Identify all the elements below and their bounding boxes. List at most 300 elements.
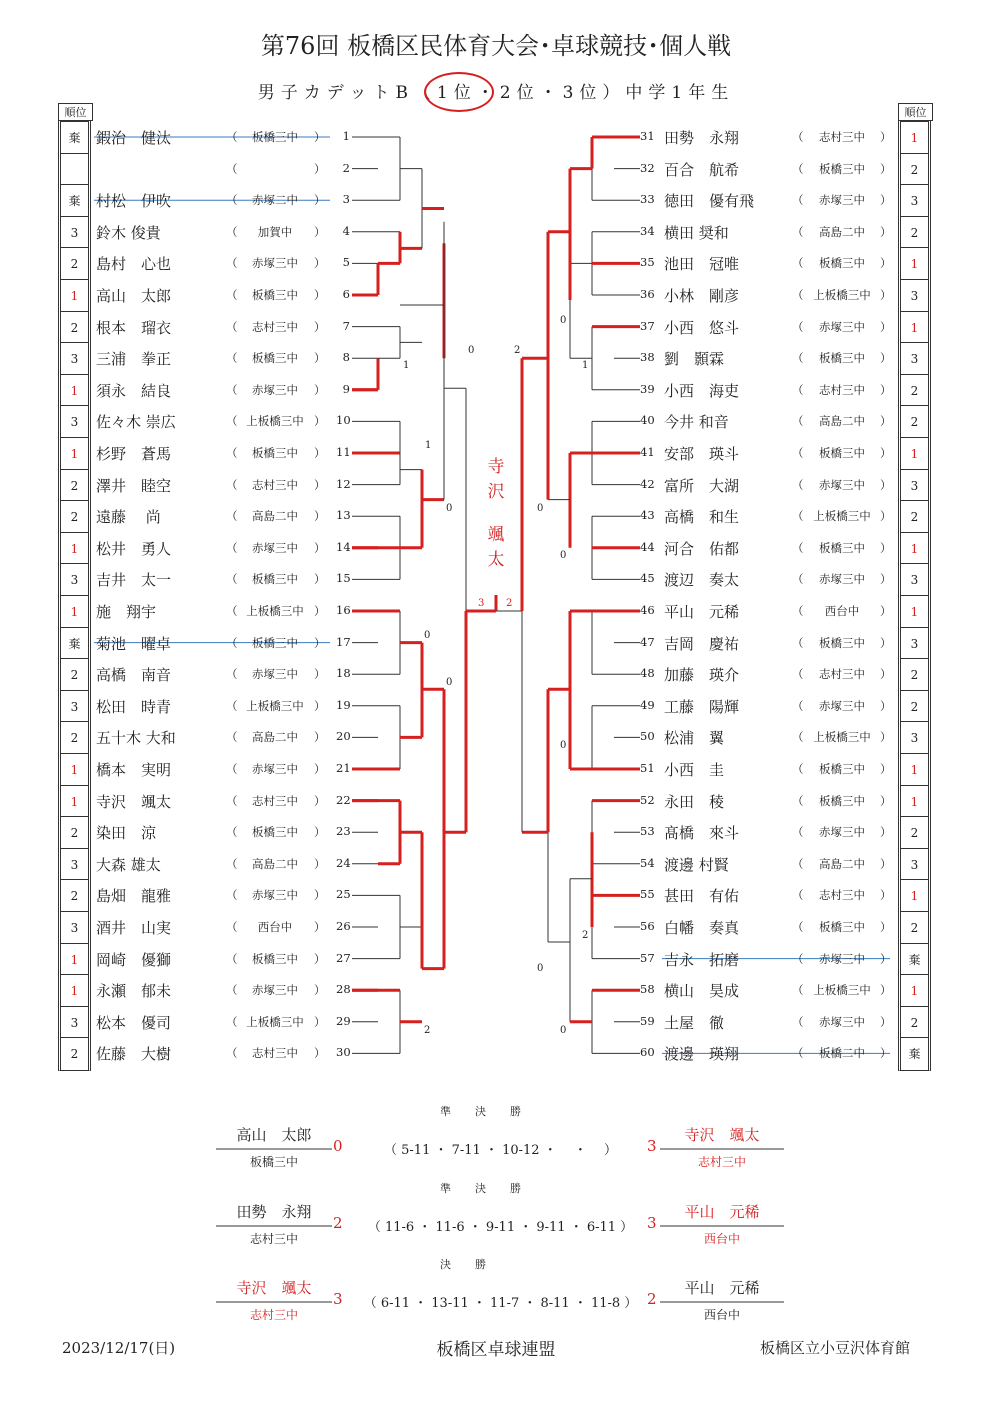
paren-close: ） — [880, 604, 892, 618]
paren-open: （ — [226, 224, 238, 239]
rank-cell: 2 — [61, 816, 88, 848]
player-school: 板橋三中 — [819, 446, 865, 460]
paren-close: ） — [880, 698, 892, 713]
seed-number: 11 — [336, 445, 351, 459]
rank-cell: 3 — [61, 563, 88, 595]
player-school: 板橋三中 — [819, 351, 865, 366]
paren-open: （ — [792, 540, 804, 555]
right-player-name: 寺沢 颯太 — [684, 1126, 760, 1144]
player-name: 小西 悠斗 — [664, 318, 740, 337]
player-school: 赤塚三中 — [252, 667, 298, 682]
player-school: 高島二中 — [252, 509, 298, 524]
paren-close: ） — [880, 572, 892, 587]
seed-number: 4 — [342, 223, 350, 238]
seed-number: 6 — [342, 287, 350, 301]
player-school: 赤塚三中 — [819, 572, 865, 587]
left-player-name: 田勢 永翔 — [236, 1203, 312, 1221]
player-school: 志村三中 — [252, 319, 298, 334]
paren-close: ） — [880, 161, 892, 176]
player-name: 澤井 睦空 — [96, 476, 172, 495]
score-label: 0 — [537, 503, 544, 514]
paren-open: （ — [226, 540, 238, 555]
score-label: 0 — [560, 1025, 567, 1036]
seed-number: 21 — [336, 761, 351, 775]
paren-open: （ — [226, 1046, 238, 1061]
player-name: 永瀬 郁未 — [96, 982, 172, 1001]
paren-close: ） — [314, 951, 326, 966]
seed-number: 42 — [640, 476, 655, 491]
paren-close: ） — [314, 382, 326, 397]
rank-cell: 3 — [61, 405, 88, 437]
player-school: 志村三中 — [252, 1046, 298, 1061]
rank-cell: 2 — [901, 216, 928, 248]
paren-close: ） — [880, 256, 892, 271]
rank-cell: 2 — [901, 816, 928, 848]
paren-open: （ — [792, 414, 804, 429]
player-name: 徳田 優有飛 — [664, 192, 755, 211]
player-name: 平山 元稀 — [664, 603, 740, 621]
player-school: 高島二中 — [819, 224, 865, 239]
player-school: 板橋三中 — [252, 635, 298, 650]
player-name: 松浦 翼 — [664, 729, 725, 748]
paren-open: （ — [792, 161, 804, 176]
player-school: 板橋三中 — [819, 540, 865, 555]
player-name: 酒井 山実 — [96, 919, 172, 937]
paren-open: （ — [792, 667, 804, 682]
paren-open: （ — [226, 604, 238, 618]
rank-cell: 1 — [61, 753, 88, 785]
paren-close: ） — [880, 446, 892, 460]
left-player-school: 板橋三中 — [249, 1155, 298, 1169]
rank-cell: 1 — [901, 311, 928, 343]
player-name: 寺沢 颯太 — [96, 792, 172, 811]
player-school: 上板橋三中 — [246, 414, 304, 429]
paren-close: ） — [314, 856, 326, 871]
rank-cell: 2 — [901, 405, 928, 437]
paren-close: ） — [314, 193, 326, 208]
champion-char — [480, 505, 512, 523]
seed-number: 34 — [640, 223, 655, 238]
score-label: 0 — [424, 630, 431, 641]
paren-close: ） — [314, 509, 326, 524]
seed-number: 22 — [336, 792, 351, 807]
rank-cell: 棄 — [61, 627, 88, 659]
seed-number: 27 — [336, 950, 351, 965]
paren-close: ） — [880, 825, 892, 840]
player-name: 河合 佑都 — [664, 539, 740, 558]
paren-open: （ — [792, 793, 804, 808]
champion-char: 寺 — [487, 457, 505, 477]
seed-number: 17 — [336, 634, 351, 649]
paren-close: ） — [880, 414, 892, 429]
player-school: 上板橋三中 — [813, 730, 871, 745]
score-label: 1 — [425, 440, 432, 451]
player-school: 赤塚二中 — [252, 193, 298, 208]
rank-cell: 3 — [901, 848, 928, 880]
rank-cell: 棄 — [901, 943, 928, 975]
rank-cell: 3 — [901, 184, 928, 216]
seed-number: 18 — [336, 666, 351, 681]
paren-close: ） — [880, 762, 892, 776]
paren-close: ） — [314, 319, 326, 334]
rank-cell: 棄 — [61, 184, 88, 216]
paren-open: （ — [792, 951, 804, 966]
player-school: 西台中 — [257, 920, 293, 934]
paren-close: ） — [314, 762, 326, 776]
seed-number: 3 — [342, 192, 350, 207]
player-name: 永田 稜 — [664, 792, 725, 811]
rank-cell: 2 — [61, 658, 88, 690]
rank-cell: 1 — [61, 595, 88, 627]
paren-close: ） — [314, 1046, 326, 1061]
paren-close: ） — [880, 509, 892, 524]
player-name: 小西 海吏 — [664, 381, 740, 400]
seed-number: 8 — [342, 350, 350, 365]
player-name: 松本 優司 — [96, 1013, 172, 1032]
paren-open: （ — [226, 730, 238, 745]
player-name: 渡邊 村賢 — [664, 855, 729, 874]
right-player-name: 平山 元稀 — [684, 1279, 760, 1297]
paren-open: （ — [226, 256, 238, 271]
paren-open: （ — [226, 288, 238, 302]
paren-open: （ — [792, 477, 804, 492]
paren-close: ） — [314, 351, 326, 366]
paren-close: ） — [880, 319, 892, 334]
player-name: 島村 心也 — [96, 255, 172, 274]
player-name: 島畑 龍雅 — [96, 887, 172, 906]
seed-number: 25 — [336, 887, 351, 902]
player-school: 板橋三中 — [252, 572, 298, 587]
paren-open: （ — [226, 951, 238, 966]
paren-open: （ — [792, 920, 804, 934]
seed-number: 60 — [640, 1045, 655, 1060]
seed-number: 30 — [336, 1045, 351, 1060]
player-school: 上板橋三中 — [246, 604, 304, 618]
seed-number: 45 — [640, 571, 655, 586]
paren-close: ） — [314, 446, 326, 460]
player-school: 赤塚三中 — [819, 951, 865, 966]
right-match-score: 2 — [647, 1290, 657, 1308]
paren-open: （ — [226, 161, 238, 176]
paren-close: ） — [880, 983, 892, 998]
right-match-score: 3 — [647, 1214, 657, 1232]
seed-number: 40 — [640, 413, 655, 428]
player-name: 染田 涼 — [96, 824, 157, 843]
paren-close: ） — [880, 793, 892, 808]
player-name: 白幡 奏真 — [664, 919, 740, 937]
paren-open: （ — [226, 193, 238, 208]
game-scores: （ 6-11 ・ 13-11 ・ 11-7 ・ 8-11 ・ 11-8 ） — [363, 1296, 638, 1311]
player-school: 赤塚三中 — [819, 477, 865, 492]
seed-number: 33 — [640, 192, 655, 207]
category-subtitle: 男子カデットB（1位・2位・3位）中学1年生 — [257, 83, 735, 103]
paren-open: （ — [226, 130, 238, 144]
footer-date: 2023/12/17(日) — [62, 1339, 176, 1357]
rank-cell: 1 — [901, 879, 928, 911]
rank-cell: 1 — [61, 943, 88, 975]
left-player-school: 志村三中 — [249, 1308, 298, 1322]
paren-open: （ — [792, 730, 804, 745]
champion-char: 颯 — [487, 525, 505, 545]
paren-open: （ — [792, 288, 804, 302]
rank-cell: 1 — [901, 753, 928, 785]
paren-open: （ — [792, 888, 804, 903]
paren-open: （ — [226, 762, 238, 776]
player-school: 板橋三中 — [819, 256, 865, 271]
player-school: 志村三中 — [819, 382, 865, 397]
player-name: 安部 瑛斗 — [664, 445, 740, 463]
seed-number: 36 — [640, 287, 655, 301]
player-school: 板橋三中 — [819, 762, 865, 776]
player-name: 菊池 曜卓 — [96, 634, 172, 653]
rank-cell: 2 — [901, 911, 928, 943]
player-school: 赤塚三中 — [252, 762, 298, 776]
score-label: 0 — [446, 677, 453, 688]
score-label: 1 — [403, 360, 410, 371]
rank-cell: 2 — [901, 153, 928, 185]
player-school: 加賀中 — [257, 224, 293, 239]
player-school: 板橋二中 — [819, 1046, 865, 1061]
score-label: 0 — [560, 740, 567, 751]
paren-close: ） — [314, 825, 326, 840]
seed-number: 16 — [336, 603, 351, 617]
seed-number: 57 — [640, 950, 655, 965]
paren-close: ） — [880, 288, 892, 302]
seed-number: 54 — [640, 855, 655, 870]
seed-number: 23 — [336, 824, 351, 839]
paren-open: （ — [226, 351, 238, 366]
paren-open: （ — [226, 414, 238, 429]
rank-cell: 2 — [61, 247, 88, 279]
rank-cell: 1 — [61, 785, 88, 817]
rank-cell: 2 — [61, 469, 88, 501]
left-match-score: 2 — [333, 1214, 343, 1232]
rank-cell: 2 — [61, 500, 88, 532]
paren-close: ） — [314, 572, 326, 587]
paren-open: （ — [226, 983, 238, 998]
player-school: 志村三中 — [252, 793, 298, 808]
paren-open: （ — [792, 572, 804, 587]
rank-cell: 1 — [901, 595, 928, 627]
player-name: 松田 時青 — [96, 697, 172, 716]
player-name: 田勢 永翔 — [664, 129, 740, 147]
seed-number: 52 — [640, 792, 655, 807]
seed-number: 39 — [640, 381, 655, 396]
left-player-name: 高山 太郎 — [236, 1126, 312, 1144]
paren-close: ） — [314, 920, 326, 934]
player-school: 赤塚三中 — [819, 825, 865, 840]
paren-close: ） — [314, 604, 326, 618]
paren-close: ） — [880, 920, 892, 934]
rank-cell: 1 — [901, 532, 928, 564]
player-name: 小西 圭 — [664, 761, 725, 779]
paren-close: ） — [880, 635, 892, 650]
seed-number: 24 — [336, 855, 351, 870]
player-name: 髙橋 來斗 — [664, 824, 740, 843]
paren-open: （ — [792, 983, 804, 998]
match-heading: 準決勝 — [440, 1105, 545, 1118]
rank-cell: 3 — [61, 216, 88, 248]
paren-open: （ — [226, 509, 238, 524]
player-name: 鍜治 健汰 — [96, 129, 172, 147]
seed-number: 14 — [336, 539, 351, 554]
player-school: 赤塚三中 — [252, 983, 298, 998]
rank-cell: 2 — [901, 374, 928, 406]
seed-number: 59 — [640, 1013, 655, 1028]
paren-open: （ — [792, 224, 804, 239]
paren-close: ） — [314, 888, 326, 903]
player-name: 甚田 有佑 — [664, 887, 740, 906]
score-label: 2 — [582, 930, 589, 941]
paren-open: （ — [792, 762, 804, 776]
paren-close: ） — [880, 540, 892, 555]
rank-cell: 3 — [61, 911, 88, 943]
seed-number: 49 — [640, 697, 655, 712]
paren-close: ） — [314, 793, 326, 808]
left-match-score: 0 — [333, 1137, 343, 1155]
paren-close: ） — [880, 667, 892, 682]
rank-cell: 3 — [61, 690, 88, 722]
player-school: 赤塚三中 — [252, 382, 298, 397]
paren-open: （ — [226, 382, 238, 397]
score-label: 0 — [468, 345, 475, 356]
player-school: 赤塚三中 — [819, 193, 865, 208]
player-name: 松井 勇人 — [96, 539, 172, 558]
seed-number: 13 — [336, 508, 351, 523]
right-rank-header: 順位 — [898, 103, 933, 121]
paren-close: ） — [314, 256, 326, 271]
footer-venue: 板橋区立小豆沢体育館 — [760, 1339, 911, 1357]
paren-open: （ — [792, 193, 804, 208]
seed-number: 46 — [640, 603, 655, 617]
player-name: 劉 顥霖 — [664, 350, 725, 369]
player-name: 吉井 太一 — [96, 571, 172, 590]
rank-cell: 2 — [61, 879, 88, 911]
seed-number: 50 — [640, 729, 655, 744]
player-name: 小林 剛彦 — [664, 287, 740, 305]
seed-number: 47 — [640, 634, 655, 649]
player-name: 渡辺 奏太 — [664, 571, 740, 590]
player-school: 板橋三中 — [819, 161, 865, 176]
paren-close: ） — [314, 224, 326, 239]
paren-open: （ — [226, 793, 238, 808]
rank-cell: 2 — [901, 690, 928, 722]
score-label: 3 — [478, 598, 485, 609]
paren-open: （ — [792, 446, 804, 460]
left-player-name: 寺沢 颯太 — [236, 1279, 312, 1297]
paren-close: ） — [314, 288, 326, 302]
player-name: 吉岡 慶祐 — [664, 634, 740, 653]
score-label: 0 — [446, 503, 453, 514]
player-name: 今井 和音 — [664, 413, 729, 432]
left-match-score: 3 — [333, 1290, 343, 1308]
seed-number: 58 — [640, 982, 655, 997]
paren-open: （ — [792, 1046, 804, 1061]
player-school: 赤塚三中 — [252, 256, 298, 271]
paren-close: ） — [880, 382, 892, 397]
rank-cell: 1 — [61, 437, 88, 469]
paren-close: ） — [314, 635, 326, 650]
paren-close: ） — [880, 856, 892, 871]
paren-close: ） — [314, 667, 326, 682]
rank-cell: 3 — [901, 279, 928, 311]
seed-number: 37 — [640, 318, 655, 333]
seed-number: 12 — [336, 476, 351, 491]
player-name: 百合 航希 — [664, 160, 740, 179]
champion-char: 太 — [487, 550, 505, 570]
score-label: 0 — [560, 315, 567, 326]
rank-cell: 3 — [901, 721, 928, 753]
seed-number: 41 — [640, 445, 655, 459]
rank-cell: 1 — [61, 374, 88, 406]
seed-number: 48 — [640, 666, 655, 681]
player-school: 高島二中 — [819, 414, 865, 429]
rank-cell: 2 — [901, 1006, 928, 1038]
player-name: 吉永 拓磨 — [664, 950, 740, 969]
player-school: 上板橋三中 — [813, 983, 871, 998]
paren-open: （ — [792, 825, 804, 840]
paren-open: （ — [226, 856, 238, 871]
seed-number: 32 — [640, 160, 655, 175]
rank-cell: 1 — [61, 532, 88, 564]
player-school: 板橋三中 — [252, 825, 298, 840]
score-label: 0 — [537, 963, 544, 974]
paren-open: （ — [226, 667, 238, 682]
rank-cell: 1 — [901, 974, 928, 1006]
paren-open: （ — [226, 920, 238, 934]
champion-name — [480, 455, 512, 573]
match-heading: 準決勝 — [440, 1182, 545, 1195]
player-name: 土屋 徹 — [664, 1013, 725, 1032]
player-name: 岡崎 優獅 — [96, 950, 172, 969]
paren-open: （ — [226, 446, 238, 460]
rank-cell: 3 — [901, 469, 928, 501]
player-name: 須永 結良 — [96, 381, 172, 400]
player-name: 高山 太郎 — [96, 287, 172, 305]
score-label: 2 — [506, 598, 513, 609]
seed-number: 56 — [640, 919, 655, 933]
rank-cell: 2 — [61, 721, 88, 753]
paren-close: ） — [880, 477, 892, 492]
right-player-school: 西台中 — [703, 1308, 740, 1322]
rank-cell: 2 — [61, 311, 88, 343]
rank-cell: 棄 — [61, 121, 88, 153]
player-school: 志村三中 — [252, 477, 298, 492]
paren-close: ） — [314, 698, 326, 713]
player-school: 板橋三中 — [252, 288, 298, 302]
match-heading: 決勝 — [440, 1258, 510, 1271]
paren-open: （ — [792, 698, 804, 713]
player-school: 上板橋三中 — [246, 1014, 304, 1029]
paren-open: （ — [792, 256, 804, 271]
rank-cell: 1 — [901, 121, 928, 153]
seed-number: 55 — [640, 887, 655, 902]
paren-open: （ — [792, 351, 804, 366]
left-player-school: 志村三中 — [249, 1232, 298, 1246]
player-school: 板橋三中 — [819, 635, 865, 650]
paren-open: （ — [226, 1014, 238, 1029]
paren-open: （ — [226, 698, 238, 713]
paren-open: （ — [792, 382, 804, 397]
paren-close: ） — [880, 193, 892, 208]
paren-open: （ — [792, 635, 804, 650]
player-school: 赤塚三中 — [252, 888, 298, 903]
player-name: 鈴木 俊貴 — [96, 223, 161, 242]
rank-cell: 3 — [901, 627, 928, 659]
rank-cell: 3 — [901, 563, 928, 595]
page-title: 第76回 板橋区民体育大会･卓球競技･個人戦 — [260, 32, 732, 60]
right-match-score: 3 — [647, 1137, 657, 1155]
